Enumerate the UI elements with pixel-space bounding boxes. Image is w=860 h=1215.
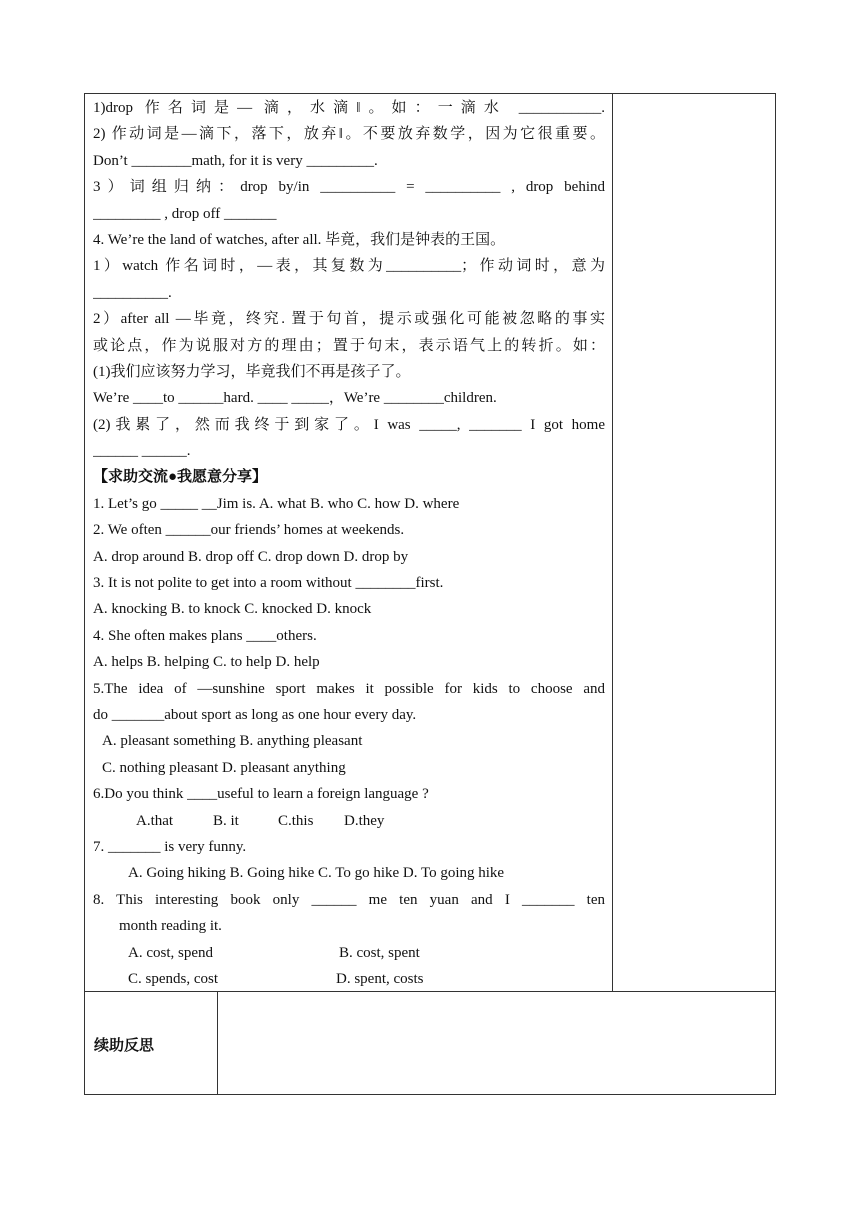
exercise-line: ______ ______.: [93, 443, 191, 460]
question-line: 8. This interesting book only ______ me ten yuan and I _______ ten: [93, 891, 605, 908]
question-options: A. knocking B. to knock C. knocked D. knock: [93, 601, 372, 618]
question-line: month reading it.: [119, 918, 222, 935]
exercise-line: 1)drop 作名词是— 滴，水滴‖。如：一滴水 ___________.: [93, 100, 605, 116]
reflection-cell-divider: [217, 991, 218, 1095]
exercise-line: __________.: [93, 284, 172, 301]
exercise-line: 4. We’re the land of watches, after all. 毕竟，我们是钟表的王国。: [93, 231, 506, 248]
option-b: B. it: [213, 812, 239, 829]
exercise-line: 或论点，作为说服对方的理由；置于句末，表示语气上的转折。如：: [93, 337, 605, 354]
exercise-line: 2）after all —毕竟，终究. 置于句首，提示或强化可能被忽略的事实: [93, 311, 605, 328]
question-line: 1. Let’s go _____ __Jim is. A. what B. who C. how D. where: [93, 495, 460, 512]
question-line: do _______about sport as long as one hour every day.: [93, 706, 417, 723]
exercise-line: We’re ____to ______hard. ____ _____，We’re ________children.: [93, 390, 497, 407]
question-options: [93, 940, 605, 966]
question-line: 5.The idea of —sunshine sport makes it possible for kids to choose and: [93, 680, 605, 697]
exercise-line: (1)我们应该努力学习，毕竟我们不再是孩子了。: [93, 363, 411, 380]
question-options: A. drop around B. drop off C. drop down D. drop by: [93, 548, 409, 565]
question-options: A. pleasant something B. anything pleasant: [102, 733, 363, 750]
exercise-line: Don’t ________math, for it is very _________.: [93, 152, 378, 169]
exercise-line: 1）watch 作名词时，—表，其复数为__________；作动词时，意为: [93, 258, 605, 275]
question-line: 3. It is not polite to get into a room without ________first.: [93, 575, 444, 592]
question-options: C. nothing pleasant D. pleasant anything: [102, 759, 346, 776]
exercise-line: _________ , drop off _______: [93, 205, 277, 222]
option-a: A.that: [136, 812, 174, 829]
exercise-line: 2) 作动词是—滴下，落下，放弃‖。不要放弃数学，因为它很重要。: [93, 126, 605, 143]
option-b: B. cost, spent: [339, 944, 420, 961]
section-heading: 【求助交流●我愿意分享】: [93, 469, 268, 486]
table-column-divider: [612, 93, 613, 992]
option-c: C.this: [278, 812, 314, 829]
exercise-content: [93, 95, 605, 992]
reflection-label: 续助反思: [94, 1036, 155, 1054]
question-line: 6.Do you think ____useful to learn a foreign language ?: [93, 786, 429, 803]
question-options: [93, 808, 605, 834]
question-line: 4. She often makes plans ____others.: [93, 627, 317, 644]
question-options: A. helps B. helping C. to help D. help: [93, 654, 320, 671]
question-line: 2. We often ______our friends’ homes at weekends.: [93, 522, 405, 539]
question-options: [93, 966, 605, 992]
exercise-line: (2)我累了，然而我终于到家了。I was _____, _______ I got home: [93, 416, 605, 433]
question-line: 7. _______ is very funny.: [93, 838, 247, 855]
option-c: C. spends, cost: [128, 970, 218, 987]
question-options: A. Going hiking B. Going hike C. To go hike D. To going hike: [128, 865, 505, 882]
option-d: D.they: [344, 812, 385, 829]
option-a: A. cost, spend: [128, 944, 213, 961]
exercise-line: 3）词组归纳：drop by/in __________ = __________ , drop behind: [93, 179, 605, 196]
option-d: D. spent, costs: [336, 970, 424, 987]
